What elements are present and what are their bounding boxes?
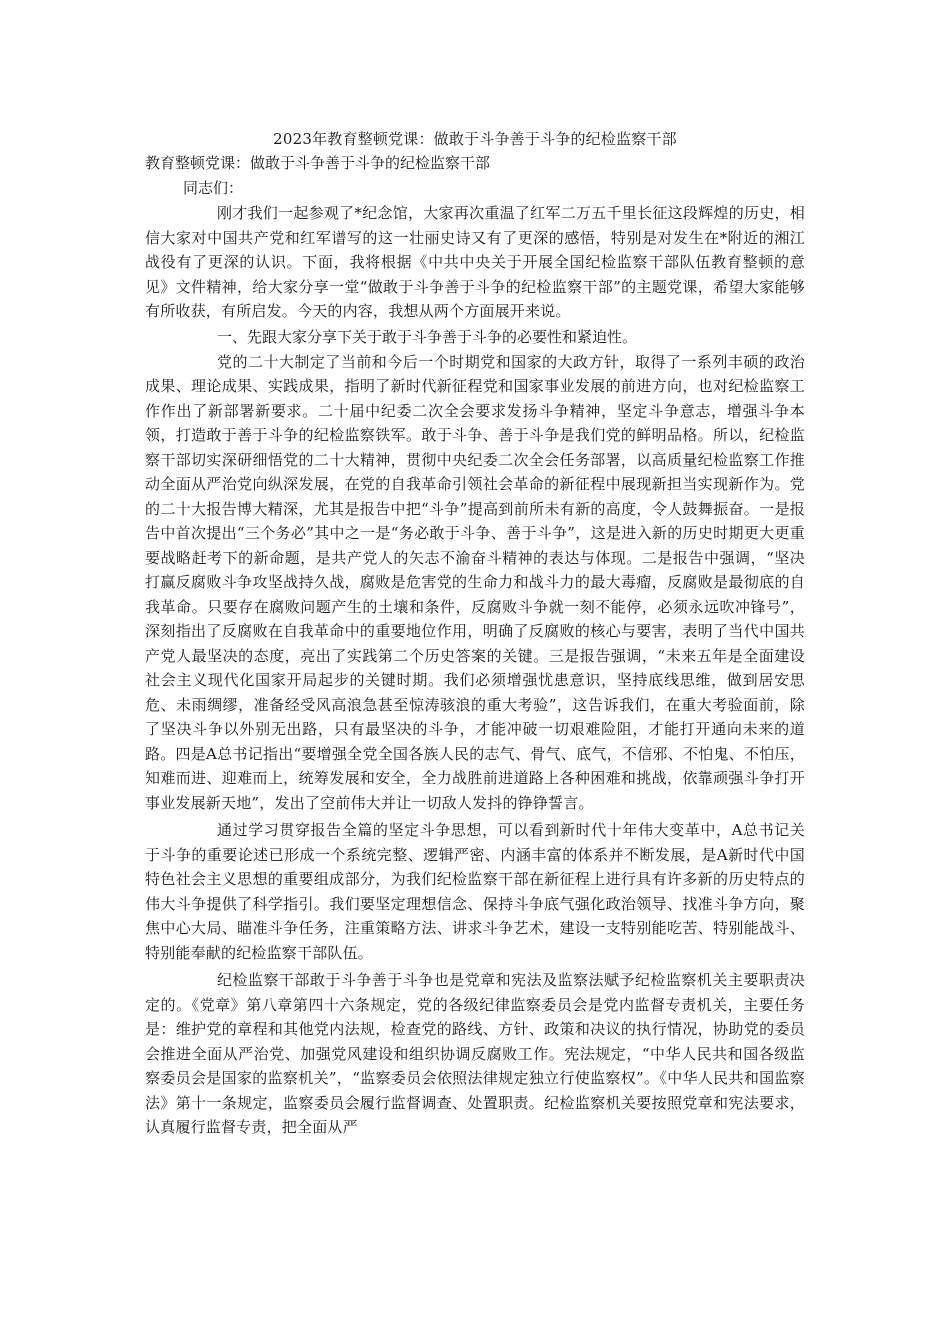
document-subtitle: 教育整顿党课：做敢于斗争善于斗争的纪检监察干部 <box>145 154 491 172</box>
document-page <box>145 127 805 1140</box>
document-title: 2023年教育整顿党课：做敢于斗争善于斗争的纪检监察干部 <box>273 130 677 148</box>
salutation: 同志们： <box>183 179 244 197</box>
paragraph-body-3: 纪检监察干部敢于斗争善于斗争也是党章和宪法及监察法赋予纪检监察机关主要职责决定的。《党章》第八章第四十六条规定，党的各级纪律监察委员会是党内监督专责机关，主要任务是：维护党的章程和其他党内法规，检查党的路线、方针、政策和决议的执行情况，协助党的委员会推进全面从严治党、加强党风建设和组织协调反腐败工作。宪法规定，“中华人民共和国各级监察委员会是国家的监察机关”，“监察委员会依照法律规定独立行使监察权”。《中华人民共和国监察法》第十一条规定，监察委员会履行监督调查、处置职责。纪检监察机关要按照党章和宪法要求，认真履行监督专责，把全面从严 <box>145 971 805 1136</box>
paragraph-body-1: 党的二十大制定了当前和今后一个时期党和国家的大政方针，取得了一系列丰硕的政治成果、理论成果、实践成果，指明了新时代新征程党和国家事业发展的前进方向，也对纪检监察工作作出了新部署新要求。二十届中纪委二次全会要求发扬斗争精神，坚定斗争意志，增强斗争本领，打造敢于善于斗争的纪检监察铁军。敢于斗争、善于斗争是我们党的鲜明品格。所以，纪检监察干部切实深研细悟党的二十大精神，贯彻中央纪委二次全会任务部署，以高质量纪检监察工作推动全面从严治党向纵深发展，在党的自我革命引领社会革命的新征程中展现新担当实现新作为。党的二十大报告博大精深，尤其是报告中把“斗争”提高到前所未有新的高度，令人鼓舞振奋。一是报告中首次提出“三个务必”其中之一是“务必敢于斗争、善于斗争”，这是进入新的历史时期更大更重要战略赶考下的新命题，是共产党人的矢志不渝奋斗精神的表达与体现。二是报告中强调，“坚决打赢反腐败斗争攻坚战持久战，腐败是危害党的生命力和战斗力的最大毒瘤，反腐败是最彻底的自我革命。只要存在腐败问题产生的土壤和条件，反腐败斗争就一刻不能停，必须永远吹冲锋号”，深刻指出了反腐败在自我革命中的重要地位作用，明确了反腐败的核心与要害，表明了当代中国共产党人最坚决的态度，亮出了实践第二个历史答案的关键。三是报告强调，“未来五年是全面建设社会主义现代化国家开局起步的关键时期。我们必须增强忧患意识，坚持底线思维，做到居安思危、未雨绸缪，准备经受风高浪急甚至惊涛骇浪的重大考验”，这告诉我们，在重大考验面前，除了坚决斗争以外别无出路，只有最坚决的斗争，才能冲破一切艰难险阻，才能打开通向未来的道路。四是A总书记指出“要增强全党全国各族人民的志气、骨气、底气，不信邪、不怕鬼、不怕压，知难而进、迎难而上，统筹发展和安全，全力战胜前进道路上各种困难和挑战，依靠顽强斗争打开事业发展新天地”，发出了空前伟大并让一切敌人发抖的铮铮誓言。 <box>145 352 805 812</box>
section-heading-1: 一、先跟大家分享下关于敢于斗争善于斗争的必要性和紧迫性。 <box>217 327 638 346</box>
paragraph-intro: 刚才我们一起参观了*纪念馆，大家再次重温了红军二万五千里长征这段辉煌的历史，相信大家对中国共产党和红军谱写的这一壮丽史诗又有了更深的感悟，特别是对发生在*附近的湘江战役有了更深的认识。下面，我将根据《中共中央关于开展全国纪检监察干部队伍教育整顿的意见》文件精神，给大家分享一堂“做敢于斗争善于斗争的纪检监察干部”的主题党课，希望大家能够有所收获，有所启发。今天的内容，我想从两个方面展开来说。 <box>145 204 805 320</box>
paragraph-body-2: 通过学习贯穿报告全篇的坚定斗争思想，可以看到新时代十年伟大变革中，A总书记关于斗争的重要论述已形成一个系统完整、逻辑严密、内涵丰富的体系并不断发展，是A新时代中国特色社会主义思想的重要组成部分，为我们纪检监察干部在新征程上进行具有许多新的历史特点的伟大斗争提供了科学指引。我们要坚定理想信念、保持斗争底气强化政治领导、找准斗争方向，聚焦中心大局、瞄准斗争任务，注重策略方法、讲求斗争艺术，建设一支特别能吃苦、特别能战斗、特别能奉献的纪检监察干部队伍。 <box>145 821 805 962</box>
